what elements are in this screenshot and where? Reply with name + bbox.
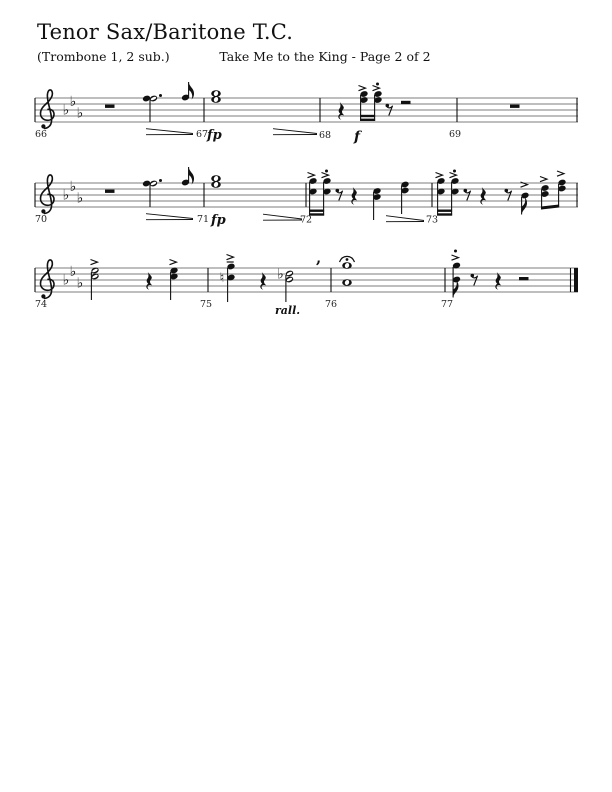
measure-number: 70	[35, 214, 48, 225]
flat-sign: ♭	[69, 93, 77, 110]
accent-mark	[322, 173, 329, 178]
accent-mark	[373, 86, 380, 91]
eighth-rest	[472, 276, 478, 286]
measure-number: 68	[319, 130, 332, 141]
accent-mark	[359, 86, 366, 91]
beam	[437, 210, 452, 212]
whole-rest	[105, 105, 115, 108]
accent-mark	[540, 177, 547, 182]
eighth-rest	[506, 191, 512, 201]
dot-mark	[159, 179, 162, 182]
quarter-rest	[480, 187, 486, 205]
hairpin	[386, 216, 424, 221]
part-instrument-title: Tenor Sax/Baritone T.C.	[37, 20, 294, 44]
beam	[360, 115, 375, 117]
eighth-flag	[453, 280, 458, 298]
dot-mark	[454, 250, 457, 253]
flat-sign: ♭	[69, 178, 77, 195]
eighth-flag	[189, 167, 194, 185]
dynamic-marking: fp	[211, 213, 226, 228]
quarter-rest	[495, 272, 501, 290]
quarter-rest	[351, 187, 357, 205]
measure-number: 76	[325, 299, 338, 310]
treble-clef-icon	[41, 175, 55, 214]
dot-mark	[376, 83, 379, 86]
flat-sign: ♭	[76, 105, 84, 122]
flat-sign: ♭	[277, 266, 284, 283]
accent-mark	[557, 171, 564, 176]
breath-mark: ,	[316, 249, 322, 267]
dot-mark	[453, 170, 456, 173]
quarter-rest	[338, 102, 344, 120]
tempo-annotation: rall.	[275, 304, 301, 317]
dynamic-marking: fp	[207, 128, 222, 143]
treble-clef-icon	[41, 294, 45, 298]
measure-number: 66	[35, 129, 48, 140]
measure-number: 75	[200, 299, 213, 310]
half-rest	[519, 277, 529, 280]
dynamic-marking: f	[354, 129, 361, 145]
flat-sign: ♭	[62, 272, 70, 289]
eighth-rest	[387, 106, 393, 116]
accent-mark	[452, 255, 459, 260]
hairpin	[146, 129, 193, 134]
dot-mark	[159, 94, 162, 97]
quarter-rest	[260, 272, 266, 290]
accent-mark	[450, 173, 457, 178]
beam	[360, 119, 375, 121]
fermata-mark	[346, 258, 349, 261]
flat-sign: ♭	[76, 275, 84, 292]
beam	[309, 210, 324, 212]
accent-mark	[91, 260, 98, 265]
hairpin	[146, 214, 193, 219]
treble-clef-icon	[41, 124, 45, 128]
measure-number: 73	[426, 214, 439, 226]
measure-number: 77	[441, 299, 454, 310]
dot-mark	[325, 170, 328, 173]
whole-rest	[105, 190, 115, 193]
flat-sign: ♭	[62, 187, 70, 204]
accent-mark	[170, 260, 177, 265]
eighth-flag	[189, 82, 194, 100]
accent-mark	[308, 173, 315, 178]
song-title-page-info: Take Me to the King - Page 2 of 2	[219, 49, 431, 64]
eighth-rest	[337, 191, 343, 201]
hairpin	[263, 214, 302, 219]
beam	[541, 205, 559, 210]
measure-number: 74	[35, 299, 48, 310]
treble-clef-icon	[41, 90, 55, 129]
measure-number: 71	[197, 214, 210, 225]
measure-number: 72	[300, 214, 313, 226]
flat-sign: ♭	[76, 190, 84, 207]
accent-mark	[227, 255, 234, 260]
treble-clef-icon	[41, 260, 55, 299]
whole-rest	[510, 105, 520, 108]
quarter-rest	[146, 272, 152, 290]
final-barline	[574, 268, 578, 292]
natural-sign: ♮	[219, 270, 225, 286]
half-rest	[401, 101, 411, 104]
treble-clef-icon	[41, 209, 45, 213]
eighth-flag	[522, 197, 527, 215]
part-substitution-note: (Trombone 1, 2 sub.)	[37, 49, 170, 64]
accent-mark	[436, 173, 443, 178]
flat-sign: ♭	[69, 263, 77, 280]
beam	[437, 213, 452, 215]
flat-sign: ♭	[62, 102, 70, 119]
eighth-rest	[465, 191, 471, 201]
measure-number: 69	[449, 129, 462, 140]
measure-number: 67	[196, 129, 209, 140]
hairpin	[273, 129, 317, 134]
